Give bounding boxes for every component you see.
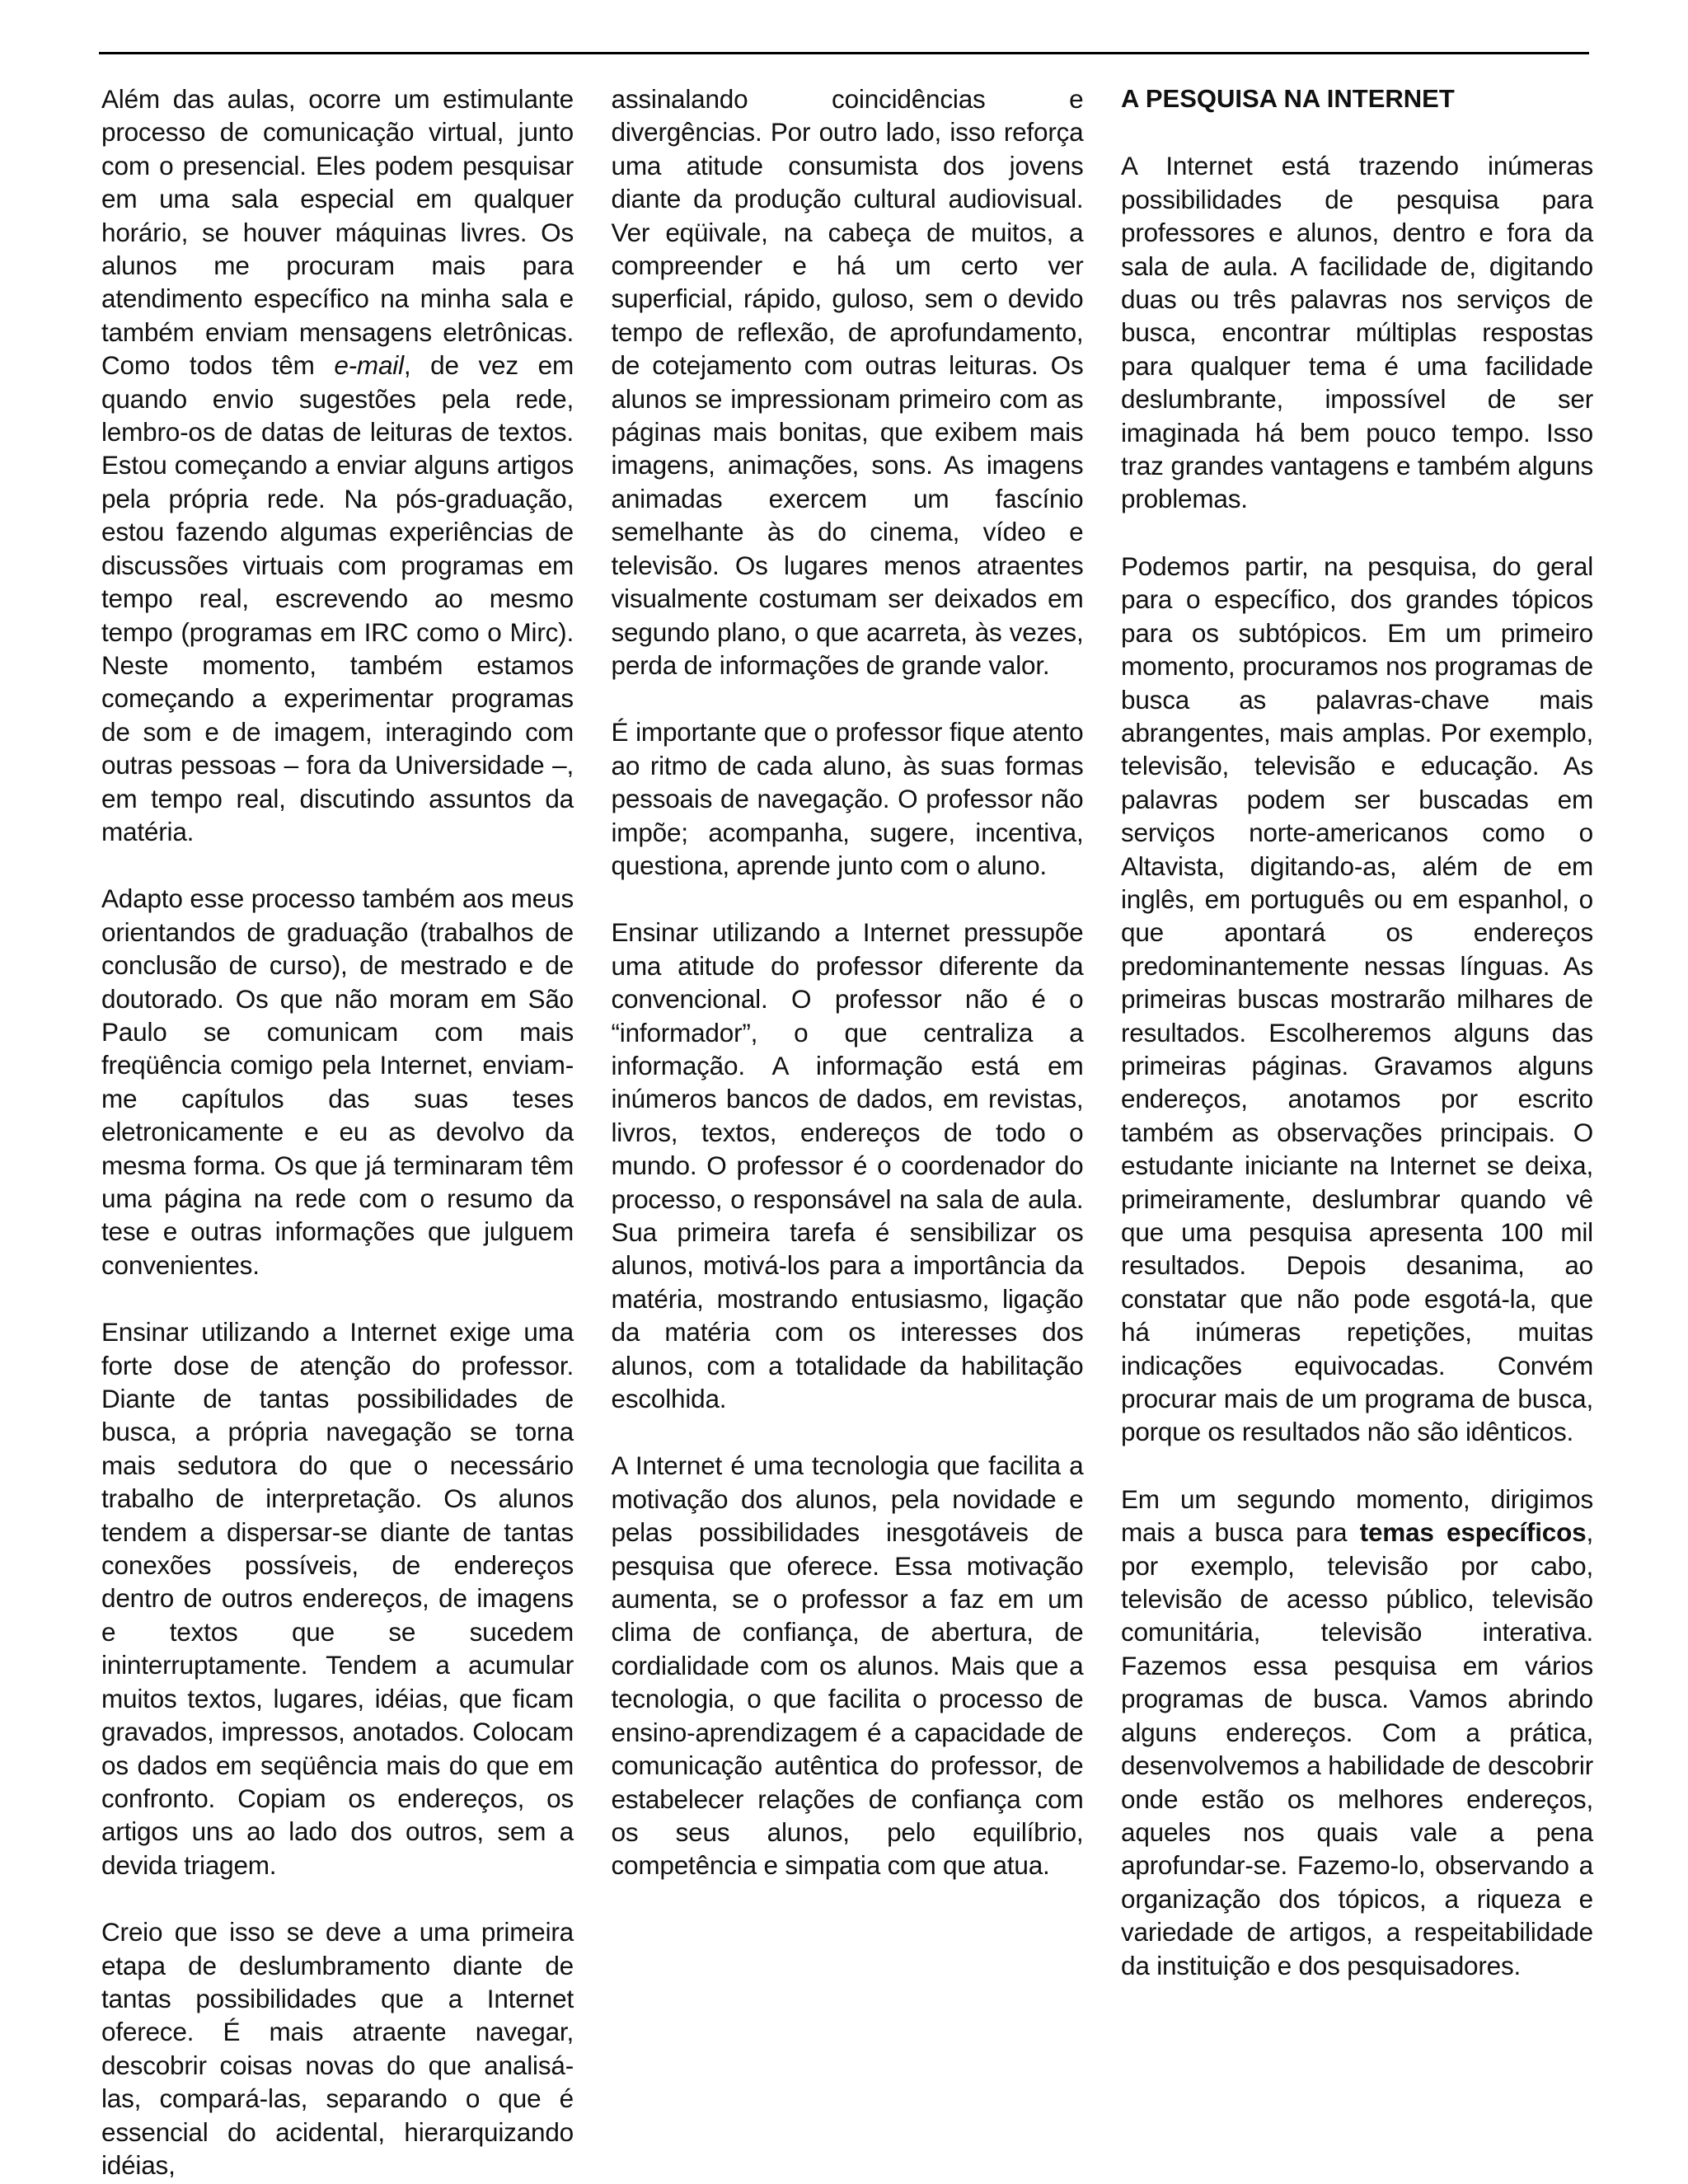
paragraph: Creio que isso se deve a uma primeira etapa de deslumbramento diante de tantas possibilidades que a Internet oferece. É mais atraente navegar, descobrir coisas novas do que analisá-las, compará-las, separando o que é essencial do acidental, hierarquizando idéias, (101, 1917, 574, 2180)
bold-text: temas específicos (1359, 1517, 1587, 1548)
column-3 (1121, 82, 1593, 2182)
text-span: , por exemplo, televisão por cabo, televisão de acesso público, televisão comunitária, televisão interativa. Fazemos essa pesquisa em vários programas de busca. Vamos abrindo alguns endereços. Com a prática, desenvolvemos a habilidade de descobrir onde estão os melhores endereços, aqueles nos quais vale a pena aprofundar-se. Fazemo-lo, observando a organização dos tópicos, a riqueza e variedade de artigos, a respeitabilidade da instituição e dos pesquisadores. (1121, 1517, 1593, 1980)
top-rule (99, 52, 1589, 54)
paragraph: Ensinar utilizando a Internet exige uma forte dose de atenção do professor. Diante de tantas possibilidades de busca, a própria navegação se torna mais sedutora do que o necessário trabalho de interpretação. Os alunos tendem a dispersar-se diante de tantas conexões possíveis, de endereços dentro de outros endereços, de imagens e textos que se sucedem ininterruptamente. Tendem a acumular muitos textos, lugares, idéias, que ficam gravados, impressos, anotados. Colocam os dados em seqüência mais do que em confronto. Copiam os endereços, os artigos uns ao lado dos outros, sem a devida triagem. (101, 1317, 574, 1880)
paragraph: Adapto esse processo também aos meus orientandos de graduação (trabalhos de conclusão de curso), de mestrado e de doutorado. Os que não moram em São Paulo se comunicam com mais freqüência comigo pela Internet, enviam-me capítulos das suas teses eletronicamente e eu as devolvo da mesma forma. Os que já terminaram têm uma página na rede com o resumo da tese e outras informações que julguem convenientes. (101, 883, 574, 1280)
column-1 (101, 82, 574, 2182)
paragraph (101, 82, 574, 848)
paragraph: Ensinar utilizando a Internet pressupõe uma atitude do professor diferente da convencional. O professor não é o “informador”, o que centraliza a informação. A informação está em inúmeros bancos de dados, em revistas, livros, textos, endereços de todo o mundo. O professor é o coordenador do processo, o responsável na sala de aula. Sua primeira tarefa é sensibilizar os alunos, motivá-los para a importância da matéria, mostrando entusiasmo, ligação da matéria com os interesses dos alunos, com a totalidade da habilitação escolhida. (611, 917, 1084, 1414)
text-span: Em um segundo momento, dirigimos mais a busca para (1121, 1483, 1593, 1548)
paragraph: A Internet é uma tecnologia que facilita a motivação dos alunos, pela novidade e pelas possibilidades inesgotáveis de pesquisa que oferece. Essa motivação aumenta, se o professor a faz em um clima de confiança, de abertura, de cordialidade com os alunos. Mais que a tecnologia, o que facilita o processo de ensino-aprendizagem é a capacidade de comunicação autêntica do professor, de estabelecer relações de confiança com os seus alunos, pelo equilíbrio, competência e simpatia com que atua. (611, 1451, 1084, 1881)
text-columns (101, 82, 1593, 2182)
column-2 (612, 82, 1084, 2182)
paragraph (1121, 1483, 1593, 1982)
paragraph: É importante que o professor fique atento ao ritmo de cada aluno, às suas formas pessoais de navegação. O professor não impõe; acompanha, sugere, incentiva, questiona, aprende junto com o aluno. (611, 717, 1084, 880)
paragraph: A Internet está trazendo inúmeras possibilidades de pesquisa para professores e alunos, dentro e fora da sala de aula. A facilidade de, digitando duas ou três palavras nos serviços de busca, encontrar múltiplas respostas para qualquer tema é uma facilidade deslumbrante, impossível de ser imaginada há bem pouco tempo. Isso traz grandes vantagens e também alguns problemas. (1121, 151, 1593, 514)
paragraph: assinalando coincidências e divergências. Por outro lado, isso reforça uma atitude consumista dos jovens diante da produção cultural audiovisual. Ver eqüivale, na cabeça de muitos, a compreender e há um certo ver superficial, rápido, guloso, sem o devido tempo de reflexão, de aprofundamento, de cotejamento com outras leituras. Os alunos se impressionam primeiro com as páginas mais bonitas, que exibem mais imagens, animações, sons. As imagens animadas exercem um fascínio semelhante às do cinema, vídeo e televisão. Os lugares menos atraentes visualmente costumam ser deixados em segundo plano, o que acarreta, às vezes, perda de informações de grande valor. (611, 84, 1084, 680)
text-span: Além das aulas, ocorre um estimulante processo de comunicação virtual, junto com o presencial. Eles podem pesquisar em uma sala especial em qualquer horário, se houver máquinas livres. Os alunos me procuram mais para atendimento específico na minha sala e também enviam mensagens eletrônicas. Como todos têm (101, 84, 574, 381)
emphasis-text: e-mail (334, 350, 404, 381)
section-heading: A PESQUISA NA INTERNET (1121, 84, 1455, 113)
paragraph: Podemos partir, na pesquisa, do geral para o específico, dos grandes tópicos para os subtópicos. Em um primeiro momento, procuramos nos programas de busca as palavras-chave mais abrangentes, mais amplas. Por exemplo, televisão, televisão e educação. As palavras podem ser buscadas em serviços norte-americanos como o Altavista, digitando-as, além de em inglês, em português ou em espanhol, o que apontará os endereços predominantemente nessas línguas. As primeiras buscas mostrarão milhares de resultados. Escolheremos alguns das primeiras páginas. Gravamos alguns endereços, anotamos por escrito também as observações principais. O estudante iniciante na Internet se deixa, primeiramente, deslumbrar quando vê que uma pesquisa apresenta 100 mil resultados. Depois desanima, ao constatar que não pode esgotá-la, que há inúmeras repetições, muitas indicações equivocadas. Convém procurar mais de um programa de busca, porque os resultados não são idênticos. (1121, 551, 1593, 1447)
text-span: , de vez em quando envio sugestões pela rede, lembro-os de datas de leituras de textos. Estou começando a enviar alguns artigos pela própria rede. Na pós-graduação, estou fazendo algumas experiências de discussões virtuais com programas em tempo real, escrevendo ao mesmo tempo (programas em IRC como o Mirc). Neste momento, também estamos começando a experimentar programas de som e de imagem, interagindo com outras pessoas – fora da Universidade –, em tempo real, discutindo assuntos da matéria. (101, 350, 574, 846)
